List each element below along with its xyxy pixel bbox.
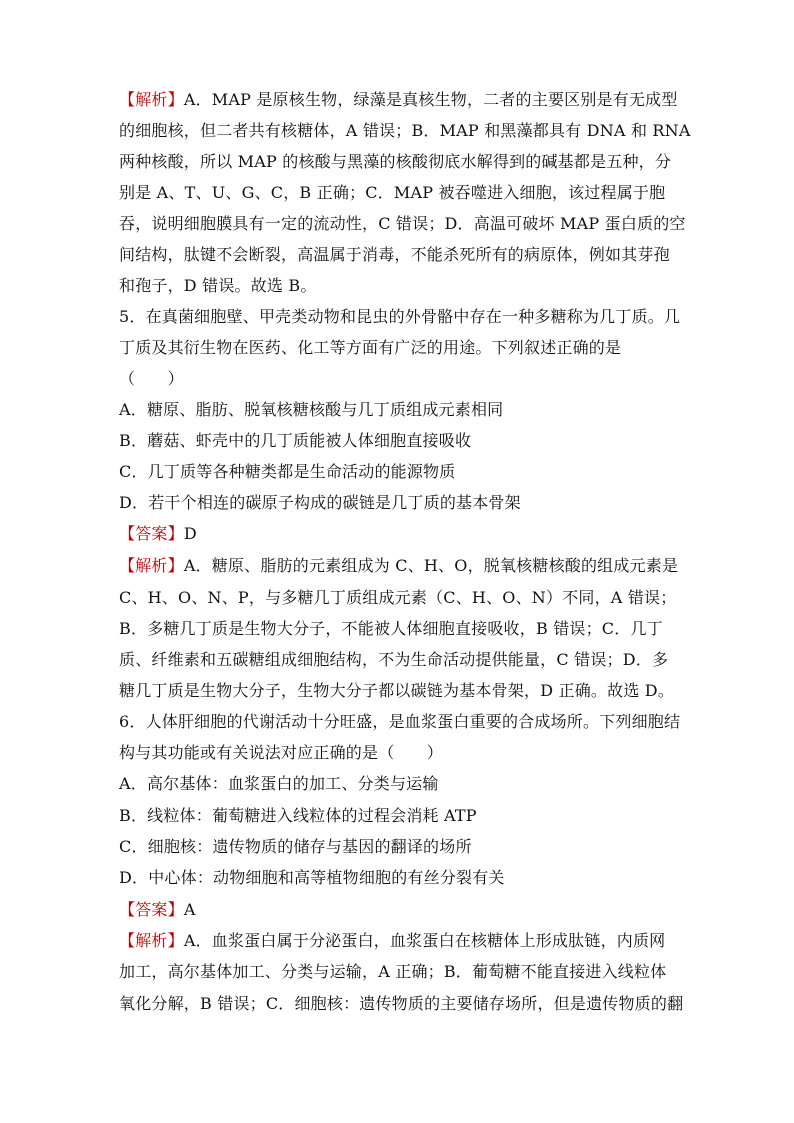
text-line [119, 338, 679, 358]
line-text: D．中心体：动物细胞和高等植物细胞的有丝分裂有关 [119, 868, 505, 887]
line-text: 构与其功能或有关说法对应正确的是（ ） [119, 743, 444, 762]
line-text: 6．人体肝细胞的代谢活动十分旺盛，是血浆蛋白重要的合成场所。下列细胞结 [119, 712, 681, 731]
text-line [119, 183, 679, 203]
line-text: B．线粒体：葡萄糖进入线粒体的过程会消耗 ATP [119, 806, 477, 825]
line-text: 5．在真菌细胞壁、甲壳类动物和昆虫的外骨骼中存在一种多糖称为几丁质。几 [119, 307, 681, 326]
text-line [119, 619, 679, 639]
text-line [119, 868, 679, 888]
line-text: （ ） [119, 369, 184, 388]
text-line [119, 743, 679, 763]
section-tag: 【答案】 [119, 900, 184, 919]
section-tag: 【解析】 [119, 556, 184, 575]
text-line [119, 431, 679, 451]
text-line [119, 650, 679, 670]
line-text: 的细胞核，但二者共有核糖体，A 错误；B．MAP 和黑藻都具有 DNA 和 RNA [119, 121, 691, 140]
text-line [119, 962, 679, 982]
line-text: B．蘑菇、虾壳中的几丁质能被人体细胞直接吸收 [119, 431, 472, 450]
line-text: C、H、O、N、P，与多糖几丁质组成元素（C、H、O、N）不同，A 错误； [119, 588, 677, 607]
line-text: 和孢子，D 错误。故选 B。 [119, 276, 317, 295]
text-line [119, 681, 679, 701]
text-line [119, 276, 679, 296]
line-text: 加工，高尔基体加工、分类与运输，A 正确；B．葡萄糖不能直接进入线粒体 [119, 962, 667, 981]
text-line [119, 774, 679, 794]
text-line [119, 712, 679, 732]
line-text: A．糖原、脂肪的元素组成为 C、H、O，脱氧核糖核酸的组成元素是 [183, 556, 679, 575]
line-text: A．MAP 是原核生物，绿藻是真核生物，二者的主要区别是有无成型 [183, 90, 678, 109]
line-text: 间结构，肽键不会断裂，高温属于消毒，不能杀死所有的病原体，例如其芽孢 [119, 245, 670, 264]
text-line [119, 245, 679, 265]
line-text: C．几丁质等各种糖类都是生命活动的能源物质 [119, 462, 456, 481]
section-tag: 【解析】 [119, 931, 184, 950]
text-line [119, 400, 679, 420]
text-line [119, 837, 679, 857]
text-line [119, 556, 679, 576]
text-line [119, 462, 679, 482]
line-text: 别是 A、T、U、G、C，B 正确；C．MAP 被吞噬进入细胞，该过程属于胞 [119, 183, 666, 202]
line-text: A．血浆蛋白属于分泌蛋白，血浆蛋白在核糖体上形成肽链，内质网 [183, 931, 666, 950]
text-line [119, 588, 679, 608]
line-text: 氧化分解，B 错误；C．细胞核：遗传物质的主要储存场所，但是遗传物质的翻 [119, 994, 684, 1013]
line-text: 糖几丁质是生物大分子，生物大分子都以碳链为基本骨架，D 正确。故选 D。 [119, 681, 675, 700]
line-text: D．若干个相连的碳原子构成的碳链是几丁质的基本骨架 [119, 493, 521, 512]
line-text: 两种核酸，所以 MAP 的核酸与黑藻的核酸彻底水解得到的碱基都是五种，分 [119, 152, 672, 171]
section-tag: 【解析】 [119, 90, 184, 109]
text-line [119, 152, 679, 172]
text-line [119, 90, 679, 110]
text-line [119, 369, 679, 389]
text-line [119, 806, 679, 826]
line-text: 丁质及其衍生物在医药、化工等方面有广泛的用途。下列叙述正确的是 [119, 338, 622, 357]
text-line [119, 524, 679, 544]
text-line [119, 307, 679, 327]
line-text: B．多糖几丁质是生物大分子，不能被人体细胞直接吸收，B 错误；C．几丁 [119, 619, 663, 638]
text-line [119, 493, 679, 513]
section-tag: 【答案】 [119, 524, 184, 543]
line-text: A．高尔基体：血浆蛋白的加工、分类与运输 [119, 774, 439, 793]
line-text: A．糖原、脂肪、脱氧核糖核酸与几丁质组成元素相同 [119, 400, 504, 419]
text-line [119, 994, 684, 1014]
text-line [119, 900, 679, 920]
line-text: C．细胞核：遗传物质的储存与基因的翻译的场所 [119, 837, 472, 856]
line-text: D [183, 524, 197, 543]
text-line [119, 121, 691, 141]
line-text: 吞，说明细胞膜具有一定的流动性，C 错误；D．高温可破坏 MAP 蛋白质的空 [119, 214, 686, 233]
text-line [119, 214, 686, 234]
text-line [119, 931, 679, 951]
line-text: A [183, 900, 196, 919]
line-text: 质、纤维素和五碳糖组成细胞结构，不为生命活动提供能量，C 错误；D．多 [119, 650, 669, 669]
